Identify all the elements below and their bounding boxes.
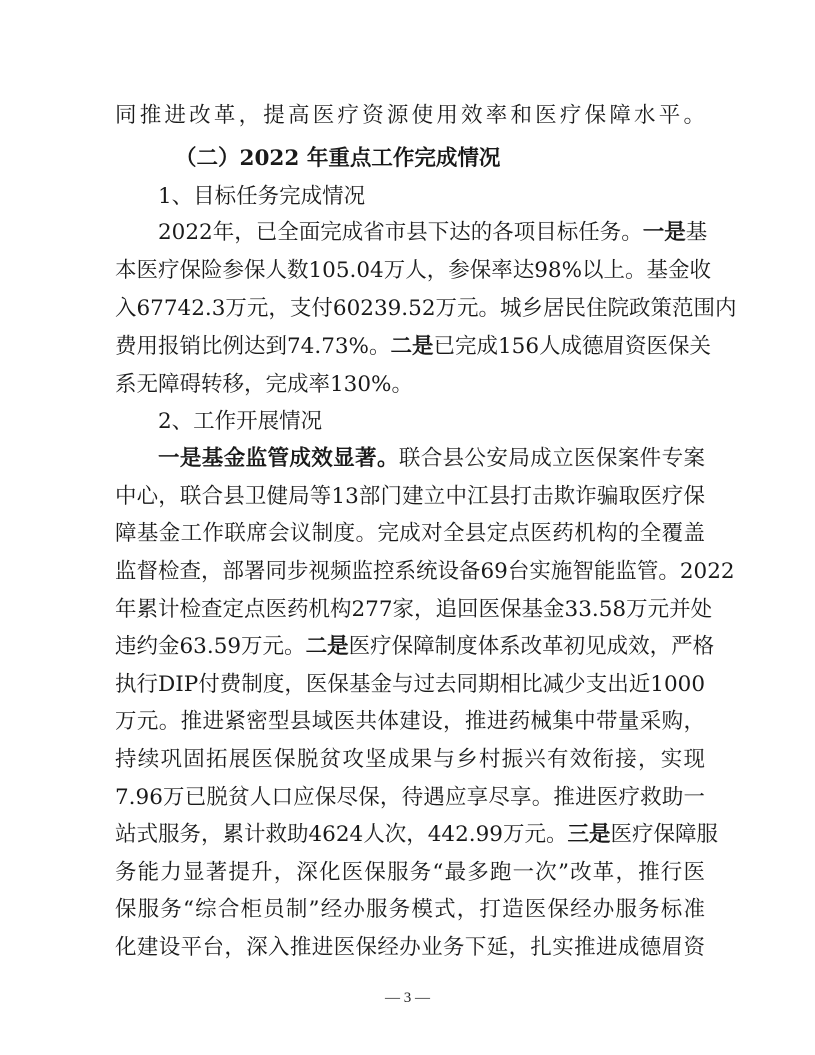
paragraph-line	[115, 628, 715, 666]
paragraph-line	[115, 366, 705, 404]
paragraph-line	[115, 666, 705, 704]
keyword-bold: 二是	[305, 634, 349, 659]
line-text: 中心，联合县卫健局等13部门建立中江县打击欺诈骗取医疗保	[115, 484, 705, 509]
paragraph-line	[115, 591, 713, 629]
line-text: 同推进改革，提高医疗资源使用效率和医疗保障水平。	[115, 103, 705, 128]
paragraph-line	[115, 854, 705, 892]
keyword-bold: 一是	[642, 220, 686, 245]
paragraph-line	[115, 328, 712, 366]
line-text: 2022年，已全面完成省市县下达的各项目标任务。	[158, 220, 643, 245]
line-text: 务能力显著提升，深化医保服务“最多跑一次”改革，推行医	[115, 860, 705, 885]
line-text: 系无障碍转移，完成率130%。	[115, 372, 413, 397]
line-text: 保服务“综合柜员制”经办服务模式，打造医保经办服务标准	[115, 897, 705, 922]
paragraph-line	[115, 515, 705, 553]
paragraph-line	[158, 214, 708, 252]
subsection-heading	[158, 403, 322, 441]
heading-text: （二）2022 年重点工作完成情况	[175, 146, 501, 171]
line-text: 医疗保障制度体系改革初见成效，严格	[348, 634, 715, 659]
line-text: 年累计检查定点医药机构277家，追回医保基金33.58万元并处	[115, 597, 713, 622]
line-text: 入67742.3万元，支付60239.52万元。城乡居民住院政策范围内	[115, 296, 737, 321]
paragraph-line	[115, 741, 705, 779]
keyword-bold: 基金监管成效显著。	[201, 446, 399, 471]
line-text: 7.96万已脱贫人口应保尽保，待遇应享尽享。推进医疗救助一	[115, 785, 705, 810]
section-heading	[175, 140, 500, 178]
subsection-heading	[158, 178, 365, 216]
paragraph-line	[115, 97, 705, 135]
paragraph-line	[115, 553, 735, 591]
paragraph-line	[115, 478, 705, 516]
line-text: 本医疗保险参保人数105.04万人，参保率达98%以上。基金收	[115, 258, 712, 283]
line-text: 障基金工作联席会议制度。完成对全县定点医药机构的全覆盖	[115, 521, 705, 546]
keyword-bold: 一是	[158, 446, 202, 471]
page-number: — 3 —	[385, 990, 430, 1006]
paragraph-line	[115, 290, 737, 328]
keyword-bold: 三是	[567, 822, 611, 847]
line-text: 基	[685, 220, 708, 245]
paragraph-line	[115, 252, 712, 290]
subheading-text: 1、目标任务完成情况	[158, 184, 366, 209]
line-text: 持续巩固拓展医保脱贫攻坚成果与乡村振兴有效衔接，实现	[115, 747, 705, 772]
line-text: 违约金63.59万元。	[115, 634, 306, 659]
paragraph-line	[115, 929, 705, 967]
paragraph-line	[115, 891, 705, 929]
line-text: 万元。推进紧密型县域医共体建设，推进药械集中带量采购，	[115, 709, 705, 734]
paragraph-line	[115, 816, 718, 854]
line-text: 医疗保障服	[610, 822, 718, 847]
subheading-text: 2、工作开展情况	[158, 409, 323, 434]
line-text: 监督检查，部署同步视频监控系统设备69台实施智能监管。2022	[115, 559, 735, 584]
keyword-bold: 二是	[390, 334, 434, 359]
paragraph-line	[158, 440, 705, 478]
paragraph-line	[115, 779, 705, 817]
paragraph-line	[115, 703, 705, 741]
line-text: 费用报销比例达到74.73%。	[115, 334, 391, 359]
line-text: 联合县公安局成立医保案件专案	[398, 446, 705, 471]
line-text: 站式服务，累计救助4624人次，442.99万元。	[115, 822, 568, 847]
line-text: 已完成156人成德眉资医保关	[433, 334, 712, 359]
line-text: 执行DIP付费制度，医保基金与过去同期相比减少支出近1000	[115, 672, 705, 697]
line-text: 化建设平台，深入推进医保经办业务下延，扎实推进成德眉资	[115, 935, 705, 960]
